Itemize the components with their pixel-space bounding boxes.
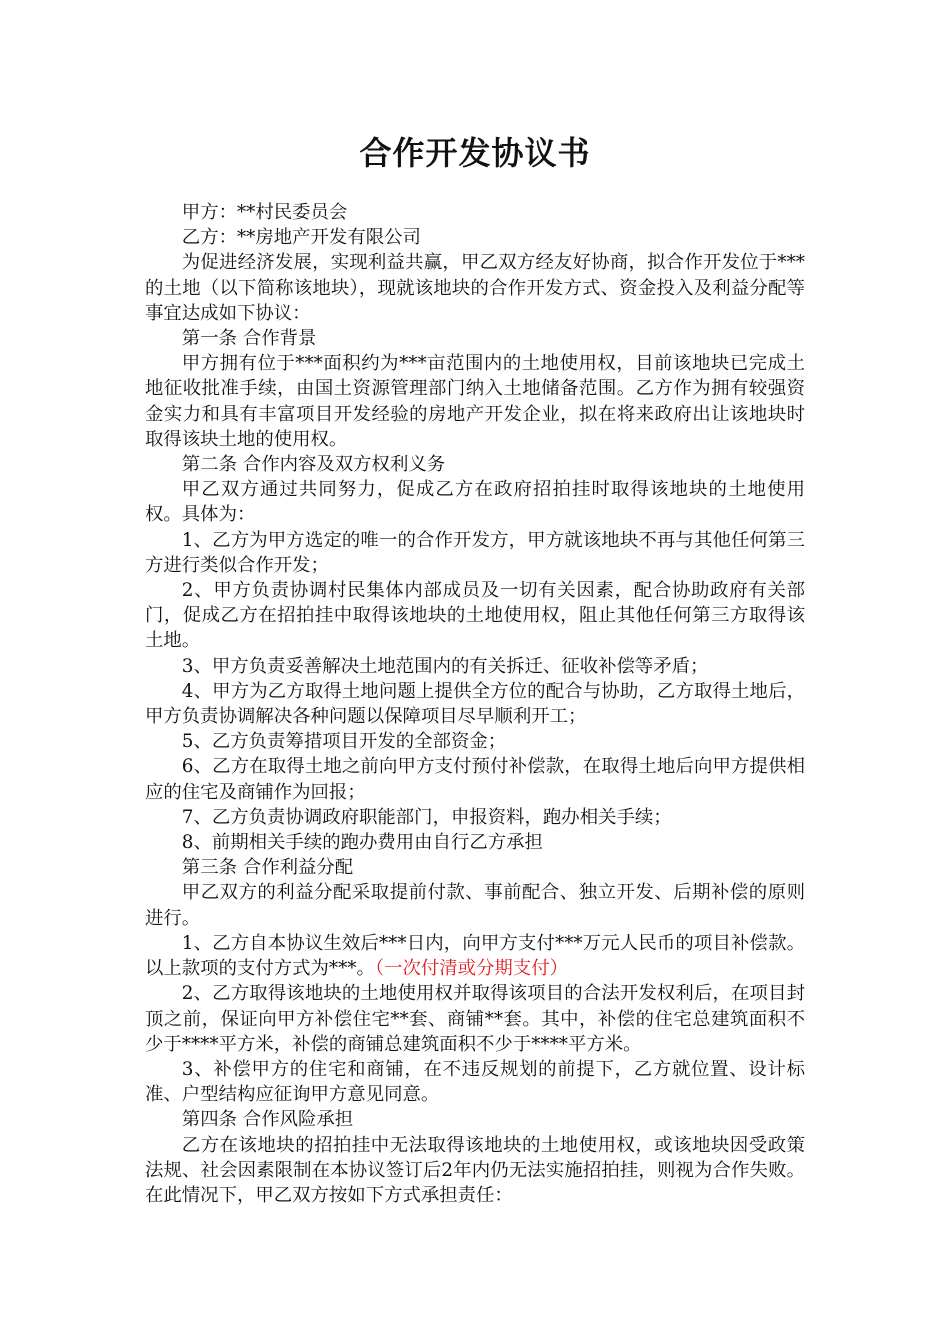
article-2-item-2: 2、甲方负责协调村民集体内部成员及一切有关因素，配合协助政府有关部门，促成乙方在招拍挂中取得该地块的土地使用权，阻止其他任何第三方取得该土地。 [145,580,805,652]
article-2-item-7: 7、乙方负责协调政府职能部门，申报资料，跑办相关手续； [181,806,672,828]
article-1-heading: 第一条 合作背景 [181,328,317,350]
payment-method-note: （一次付清或分期支付） [374,958,568,980]
article-4-heading: 第四条 合作风险承担 [181,1109,354,1131]
article-1-paragraph: 甲方拥有位于***面积约为***亩范围内的土地使用权，目前该地块已完成土地征收批准手续，由国土资源管理部门纳入土地储备范围。乙方作为拥有较强资金实力和具有丰富项目开发经验的房地产开发企业，拟在将来政府出让该地块时取得该块土地的使用权。 [145,353,805,450]
preamble-paragraph: 为促进经济发展，实现利益共赢，甲乙双方经友好协商，拟合作开发位于***的土地（以下简称该地块），现就该地块的合作开发方式、资金投入及利益分配等事宜达成如下协议： [145,252,805,324]
article-3-item-2: 2、乙方取得该地块的土地使用权并取得该项目的合法开发权利后，在项目封顶之前，保证向甲方补偿住宅**套、商铺**套。其中，补偿的住宅总建筑面积不少于****平方米，补偿的商铺总建筑面积不少于****平方米。 [145,983,805,1055]
party-a-line: 甲方：**村民委员会 [181,202,348,223]
article-2-heading: 第二条 合作内容及双方权利义务 [181,454,446,476]
article-2-item-1: 1、乙方为甲方选定的唯一的合作开发方，甲方就该地块不再与其他任何第三方进行类似合作开发； [145,529,805,576]
article-2-item-8: 8、前期相关手续的跑办费用由自行乙方承担 [181,832,543,854]
article-2-item-4: 4、甲方为乙方取得土地问题上提供全方位的配合与协助，乙方取得土地后，甲方负责协调解决各种问题以保障项目尽早顺利开工； [145,680,805,728]
document-body [145,200,805,1208]
article-3-item-1-text: 1、乙方自本协议生效后***日内，向甲方支付***万元人民币的项目补偿款。以上款项的支付方式为***。 [145,932,805,980]
article-2-item-5: 5、乙方负责筹措项目开发的全部资金； [181,731,507,753]
article-3-heading: 第三条 合作利益分配 [181,857,354,879]
article-2-item-3: 3、甲方负责妥善解决土地范围内的有关拆迁、征收补偿等矛盾； [181,655,709,677]
party-b-line: 乙方：**房地产开发有限公司 [181,227,421,249]
article-3-item-3: 3、补偿甲方的住宅和商铺，在不违反规划的前提下，乙方就位置、设计标准、户型结构应征询甲方意见同意。 [145,1058,805,1106]
article-2-item-6: 6、乙方在取得土地之前向甲方支付预付补偿款，在取得土地后向甲方提供相应的住宅及商铺作为回报； [145,756,805,803]
article-3-item-1 [145,931,805,981]
article-3-intro: 甲乙双方的利益分配采取提前付款、事前配合、独立开发、后期补偿的原则进行。 [145,882,805,929]
article-2-intro: 甲乙双方通过共同努力，促成乙方在政府招拍挂时取得该地块的土地使用权。具体为： [145,479,805,526]
article-4-paragraph: 乙方在该地块的招拍挂中无法取得该地块的土地使用权，或该地块因受政策法规、社会因素限制在本协议签订后2年内仍无法实施招拍挂，则视为合作失败。在此情况下，甲乙双方按如下方式承担责任： [145,1134,805,1206]
document-title: 合作开发协议书 [359,134,591,172]
